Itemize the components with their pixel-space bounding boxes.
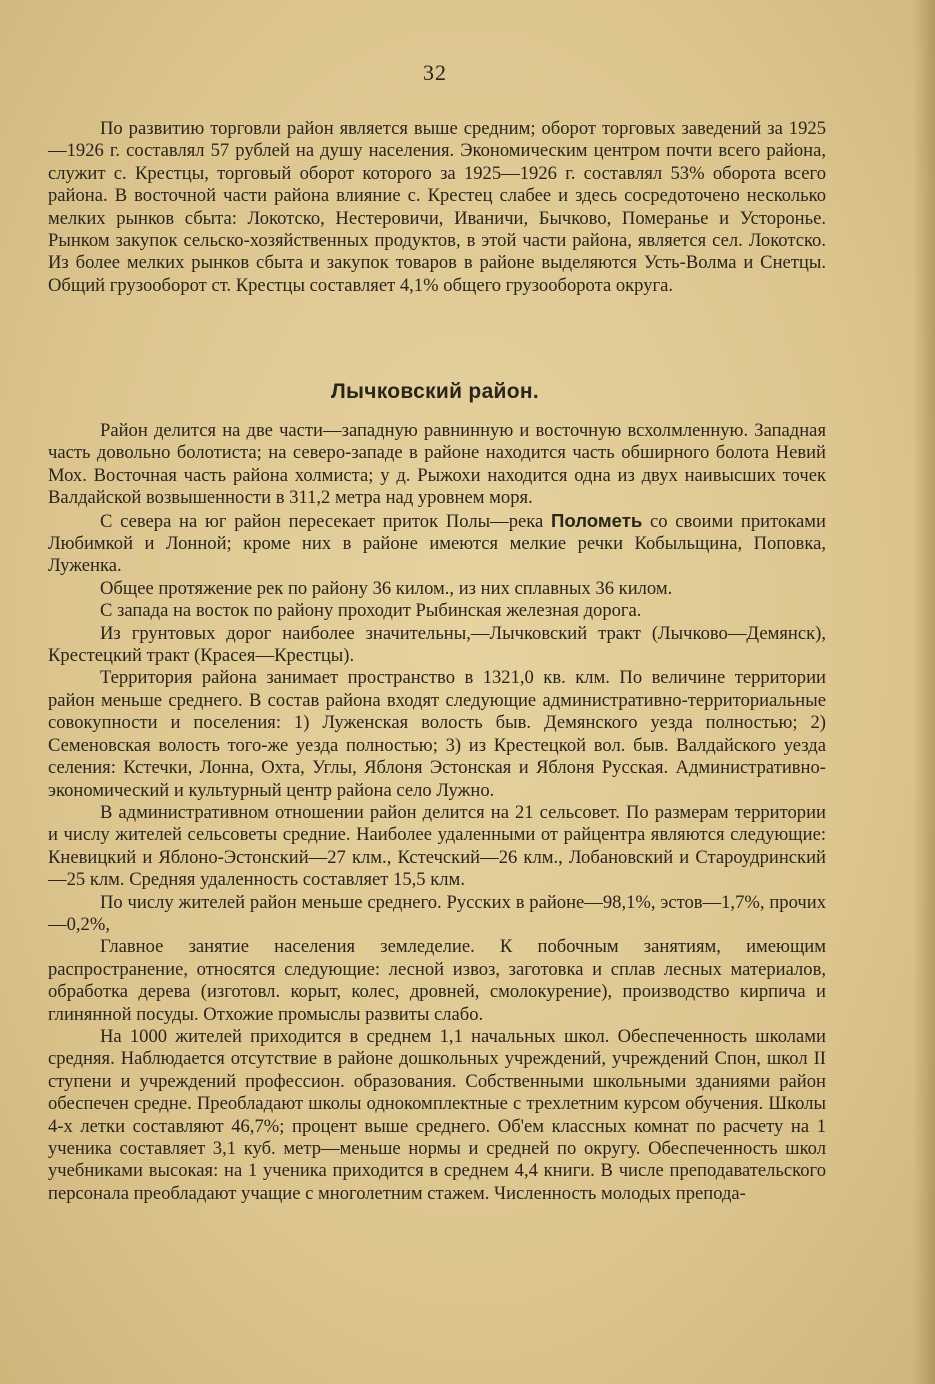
river-name: Полометь	[550, 509, 643, 531]
paragraph: Главное занятие населения земледелие. К побочным занятиям, имеющим распространение, относятся следующие: лесной извоз, заготовка и сплав лесных материалов, обработка дерева (изготовл. корыт, колес, дровней, смолокурение), производство кирпича и глинянной посуды. Отхожие промыслы развиты слабо.	[48, 936, 826, 1025]
paragraph-text: со своими притоками Любимкой и Лонной; кроме них в районе имеются мелкие речки Кобыльщина, Поповка, Луженка.	[48, 510, 826, 577]
paragraph: С запада на восток по району проходит Рыбинская железная дорога.	[100, 600, 642, 622]
section-body	[48, 420, 826, 1205]
paragraph: По числу жителей район меньше среднего. Русских в районе—98,1%, эстов—1,7%, прочих—0,2%,	[48, 891, 826, 935]
paragraph: Территория района занимает пространство в 1321,0 кв. клм. По величине территории район меньше среднего. В состав района входят следующие административно-территориальные совокупности и поселения: 1) Луженская волость быв. Демянского уезда полностью; 2) Семеновская волость того-же уезда полностью; 3) из Крестецкой вол. быв. Валдайского уезда селения: Кстечки, Лонна, Охта, Углы, Яблоня Эстонская и Яблоня Русская. Административно-экономический и культурный центр района село Лужно.	[48, 667, 826, 801]
paragraph: По развитию торговли район является выше средним; оборот торговых заведений за 1925—1926 г. составлял 57 рублей на душу населения. Экономическим центром почти всего района, служит с. Крестцы, торговый оборот которого за 1925—1926 г. составлял 53% оборота всего района. В восточной части района влияние с. Крестец слабее и здесь сосредоточено несколько мелких рынков сбыта: Локотско, Нестеровичи, Иваничи, Бычково, Померанье и Усторонье. Рынком закупок сельско-хозяйственных продуктов, в этой части района, является сел. Локотско. Из более мелких рынков сбыта и закупок товаров в районе выделяются Усть-Волма и Снетцы. Общий грузооборот ст. Крестцы составляет 4,1% общего грузооборота округа.	[48, 118, 826, 296]
section-title: Лычковский район.	[330, 380, 539, 403]
paragraph-text: С севера на юг район пересекает приток Полы—река	[100, 510, 551, 532]
page-edge-shadow	[913, 0, 935, 1384]
intro-section	[48, 118, 826, 297]
paragraph: В административном отношении район делится на 21 сельсовет. По размерам территории и числу жителей сельсоветы средние. Наиболее удаленными от райцентра являются следующие: Кневицкий и Яблоно-Эстонский—27 клм., Кстечский—26 клм., Лобановский и Староудринский—25 клм. Средняя удаленность составляет 15,5 клм.	[48, 801, 826, 891]
paragraph: Район делится на две части—западную равнинную и восточную всхолмленную. Западная часть довольно болотиста; на северо-западе в районе находится часть обширного болота Невий Мох. Восточная часть района холмиста; у д. Рыжохи находится одна из двух наивысших точек Валдайской возвышенности в 311,2 метра над уровнем моря.	[48, 420, 826, 509]
paragraph	[48, 510, 826, 578]
paragraph: Из грунтовых дорог наиболее значительны,—Лычковский тракт (Лычково—Демянск), Крестецкий тракт (Красея—Крестцы).	[48, 622, 826, 667]
page-number: 32	[423, 60, 447, 85]
paragraph: Общее протяжение рек по району 36 килом., из них сплавных 36 килом.	[100, 577, 673, 599]
paragraph: На 1000 жителей приходится в среднем 1,1 начальных школ. Обеспеченность школами средняя. Наблюдается отсутствие в районе дошкольных учреждений, учреждений Спон, школ II ступени и учреждений профессион. образования. Собственными школьными зданиями район обеспечен средне. Преобладают школы однокомплектные с трехлетним курсом обучения. Школы 4-х летки составляют 46,7%; процент выше среднего. Об'ем классных комнат по расчету на 1 ученика составляет 3,1 куб. метр—меньше нормы и средней по округу. Обеспеченность школ учебниками высокая: на 1 ученика приходится в среднем 4,4 книги. В числе преподавательского персонала преобладают учащие с многолетним стажем. Численность молодых препода-	[48, 1025, 826, 1204]
